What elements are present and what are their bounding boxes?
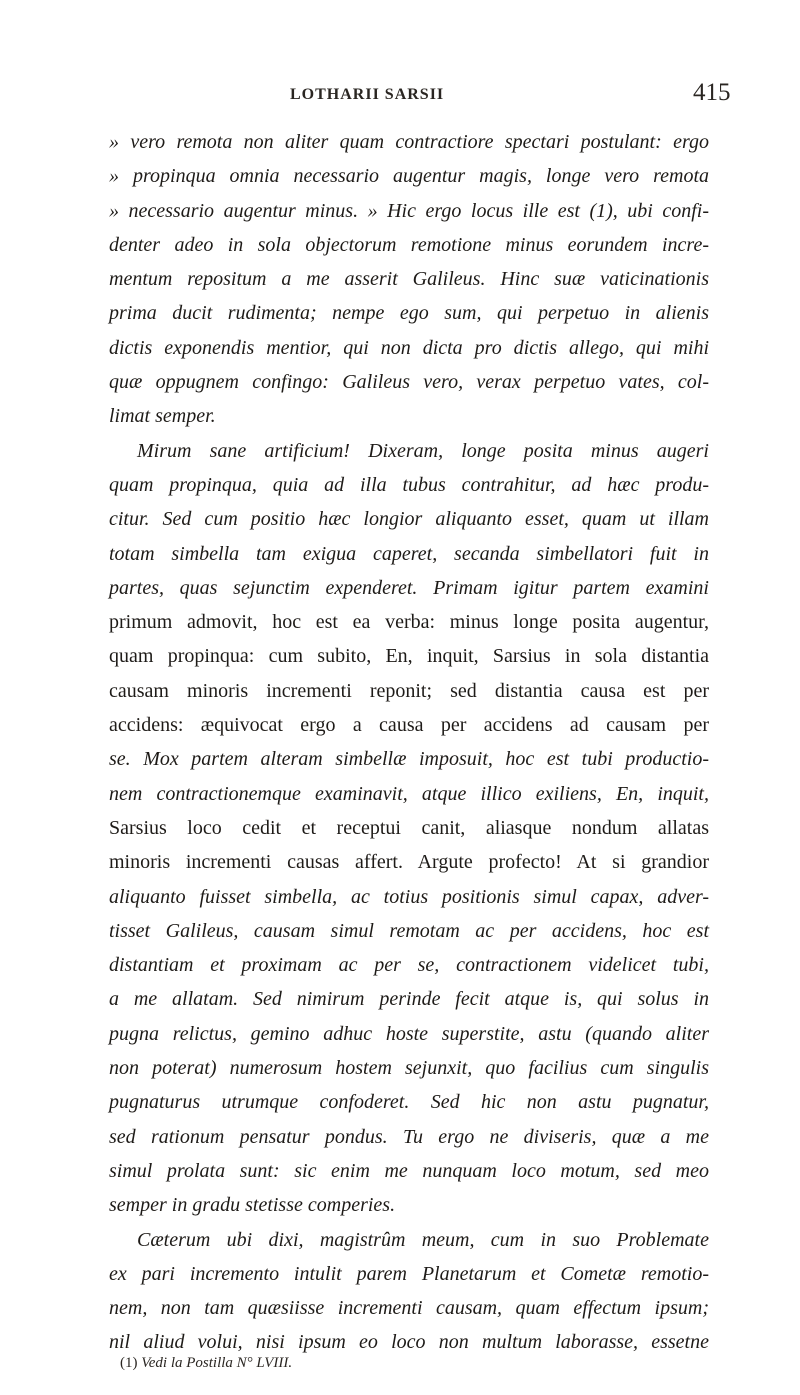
text-line: aliquanto fuisset simbella, ac totius positionis simul capax, adver-: [109, 885, 709, 908]
text-line: Cæterum ubi dixi, magistrûm meum, cum in suo Problemate: [137, 1228, 709, 1251]
text-line: » necessario augentur minus. » Hic ergo locus ille est (1), ubi confi-: [109, 199, 709, 222]
text-line: pugna relictus, gemino adhuc hoste superstite, astu (quando aliter: [109, 1022, 709, 1045]
page-number: 415: [693, 79, 731, 106]
text-line: partes, quas sejunctim expenderet. Primam igitur partem examini: [109, 576, 709, 599]
text-line: distantiam et proximam ac per se, contractionem videlicet tubi,: [109, 954, 709, 977]
text-line: quam propinqua: cum subito, En, inquit, Sarsius in sola distantia: [109, 645, 709, 668]
text-line: simul prolata sunt: sic enim me nunquam loco motum, sed meo: [109, 1159, 709, 1182]
footnote-marker: (1): [120, 1355, 138, 1371]
text-line: Mirum sane artificium! Dixeram, longe posita minus augeri: [137, 439, 709, 462]
text-line: nem contractionemque examinavit, atque illico exiliens, En, inquit,: [109, 782, 709, 805]
text-line: primum admovit, hoc est ea verba: minus longe posita augentur,: [109, 611, 709, 634]
footnote-text: Vedi la Postilla N° LVIII.: [141, 1355, 293, 1371]
text-line: sed rationum pensatur pondus. Tu ergo ne diviseris, quæ a me: [109, 1125, 709, 1148]
body-text: [109, 125, 709, 1360]
text-line: citur. Sed cum positio hæc longior aliquanto esset, quam ut illam: [109, 508, 709, 531]
text-line: accidens: æquivocat ergo a causa per accidens ad causam per: [109, 714, 709, 737]
footnote: [120, 1355, 292, 1372]
text-line: minoris incrementi causas affert. Argute profecto! At si grandior: [109, 851, 709, 874]
text-line: semper in gradu stetisse comperies.: [109, 1194, 396, 1217]
text-line: denter adeo in sola objectorum remotione minus eorundem incre-: [109, 233, 709, 256]
text-line: se. Mox partem alteram simbellæ imposuit, hoc est tubi productio-: [109, 748, 709, 771]
text-line: nil aliud volui, nisi ipsum eo loco non multum laborasse, essetne: [109, 1331, 709, 1354]
text-line: » propinqua omnia necessario augentur magis, longe vero remota: [109, 165, 709, 188]
text-line: nem, non tam quæsiisse incrementi causam, quam effectum ipsum;: [109, 1297, 709, 1320]
text-line: limat semper.: [109, 405, 216, 428]
text-line: quam propinqua, quia ad illa tubus contrahitur, ad hæc produ-: [109, 473, 709, 496]
text-line: tisset Galileus, causam simul remotam ac per accidens, hoc est: [109, 919, 709, 942]
page-header: [0, 79, 800, 114]
text-line: » vero remota non aliter quam contractiore spectari postulant: ergo: [109, 131, 709, 153]
text-line: Sarsius loco cedit et receptui canit, aliasque nondum allatas: [109, 816, 709, 839]
text-line: causam minoris incrementi reponit; sed distantia causa est per: [109, 679, 709, 702]
text-line: quæ oppugnem confingo: Galileus vero, verax perpetuo vates, col-: [109, 371, 709, 394]
text-line: pugnaturus utrumque confoderet. Sed hic non astu pugnatur,: [109, 1091, 709, 1114]
text-line: mentum repositum a me asserit Galileus. Hinc suæ vaticinationis: [109, 268, 709, 291]
text-line: dictis exponendis mentior, qui non dicta pro dictis allego, qui mihi: [109, 336, 709, 359]
text-line: non poterat) numerosum hostem sejunxit, quo facilius cum singulis: [109, 1057, 709, 1080]
running-head: LOTHARII SARSII: [290, 86, 445, 103]
text-line: a me allatam. Sed nimirum perinde fecit atque is, qui solus in: [109, 988, 709, 1011]
text-line: prima ducit rudimenta; nempe ego sum, qui perpetuo in alienis: [109, 302, 709, 325]
text-line: totam simbella tam exigua caperet, secanda simbellatori fuit in: [109, 542, 709, 565]
text-line: ex pari incremento intulit parem Planetarum et Cometæ remotio-: [109, 1262, 709, 1285]
